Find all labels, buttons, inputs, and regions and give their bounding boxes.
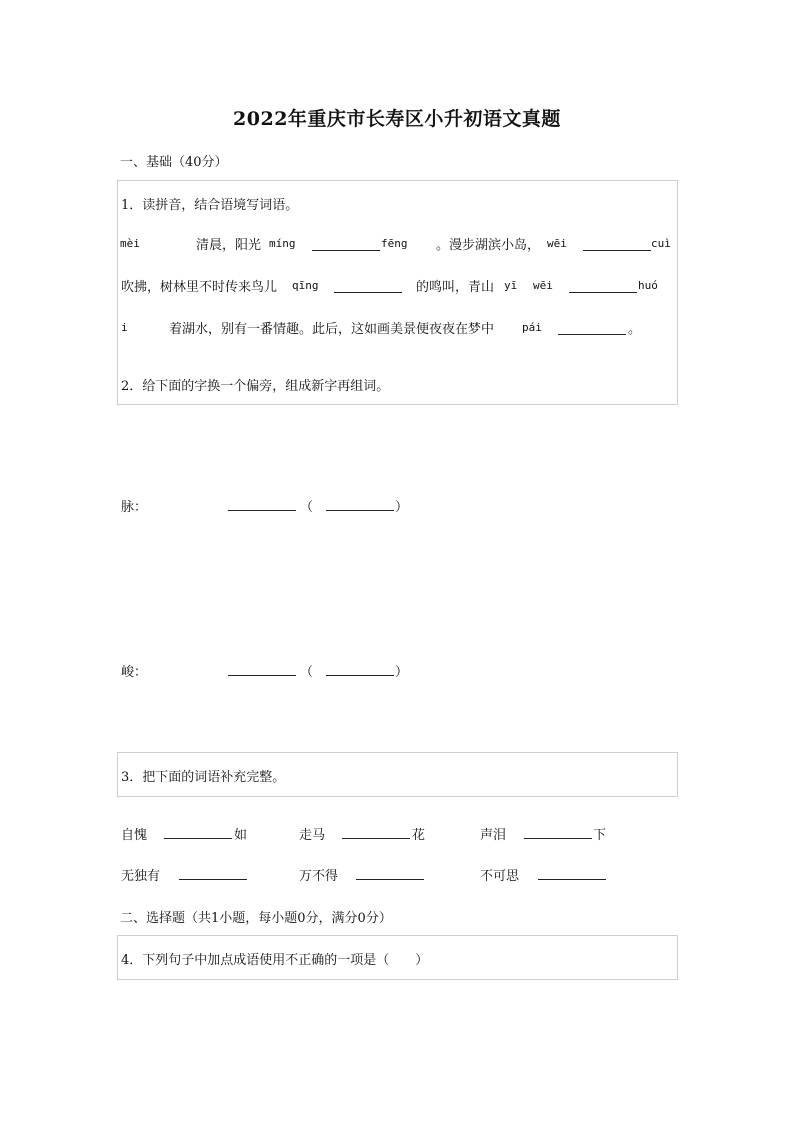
idiom-suffix: 如 <box>234 828 248 843</box>
answer-blank[interactable] <box>558 322 626 335</box>
answer-blank[interactable] <box>228 663 296 676</box>
pinyin-qing: qīng <box>292 279 319 292</box>
text-segment: 的鸣叫，青山 <box>416 280 495 295</box>
idiom-prefix: 走马 <box>299 828 326 843</box>
pinyin-ming: míng <box>269 237 296 250</box>
pinyin-feng: fēng <box>381 237 408 250</box>
answer-blank[interactable] <box>179 867 247 880</box>
answer-blank[interactable] <box>342 826 410 839</box>
char-jun-label: 峻： <box>121 665 148 680</box>
answer-blank[interactable] <box>583 238 651 251</box>
pinyin-fragment: i <box>121 321 128 334</box>
period: 。 <box>628 322 642 337</box>
question-3-prompt: 3．把下面的词语补充完整。 <box>121 770 286 785</box>
pinyin-wei: wēi <box>533 279 553 292</box>
text-segment: 着湖水，别有一番情趣。此后，这如画美景便夜夜在梦中 <box>169 322 495 337</box>
answer-blank[interactable] <box>356 867 424 880</box>
answer-blank[interactable] <box>569 280 637 293</box>
idiom-suffix: 花 <box>412 828 426 843</box>
idiom-prefix: 自愧 <box>121 828 148 843</box>
close-paren: ） <box>395 665 409 680</box>
open-paren: （ <box>300 500 314 515</box>
pinyin-huo: huó <box>638 279 658 292</box>
question-1-prompt: 1．读拼音，结合语境写词语。 <box>121 198 299 213</box>
pinyin-yi: yī <box>504 279 518 292</box>
idiom-prefix: 万不得 <box>299 869 339 884</box>
char-mai-label: 脉： <box>121 500 148 515</box>
page-title: 2022年重庆市长寿区小升初语文真题 <box>233 108 561 130</box>
answer-blank[interactable] <box>524 826 592 839</box>
section-heading-choice: 二、选择题（共1小题，每小题0分，满分0分） <box>120 911 392 926</box>
open-paren: （ <box>300 665 314 680</box>
answer-blank[interactable] <box>164 826 232 839</box>
question-2-prompt: 2．给下面的字换一个偏旁，组成新字再组词。 <box>121 379 390 394</box>
question-4-prompt: 4．下列句子中加点成语使用不正确的一项是（ ） <box>121 953 429 968</box>
answer-blank[interactable] <box>228 498 296 511</box>
pinyin-pai: pái <box>522 321 542 334</box>
idiom-prefix: 无独有 <box>121 869 161 884</box>
close-paren: ） <box>395 500 409 515</box>
idiom-prefix: 声泪 <box>480 828 507 843</box>
pinyin-wei: wēi <box>547 237 567 250</box>
text-segment: 。漫步湖滨小岛， <box>436 238 541 253</box>
answer-blank[interactable] <box>312 238 380 251</box>
text-segment: 吹拂，树林里不时传来鸟儿 <box>121 280 278 295</box>
answer-blank[interactable] <box>326 663 394 676</box>
idiom-prefix: 不可思 <box>480 869 520 884</box>
pinyin-cui: cuì <box>651 237 671 250</box>
pinyin-mei: mèi <box>120 237 140 250</box>
answer-blank[interactable] <box>334 280 402 293</box>
answer-blank[interactable] <box>326 498 394 511</box>
section-heading-basics: 一、基础（40分） <box>120 155 228 170</box>
answer-blank[interactable] <box>538 867 606 880</box>
text-segment: 清晨，阳光 <box>196 238 262 253</box>
idiom-suffix: 下 <box>593 828 607 843</box>
